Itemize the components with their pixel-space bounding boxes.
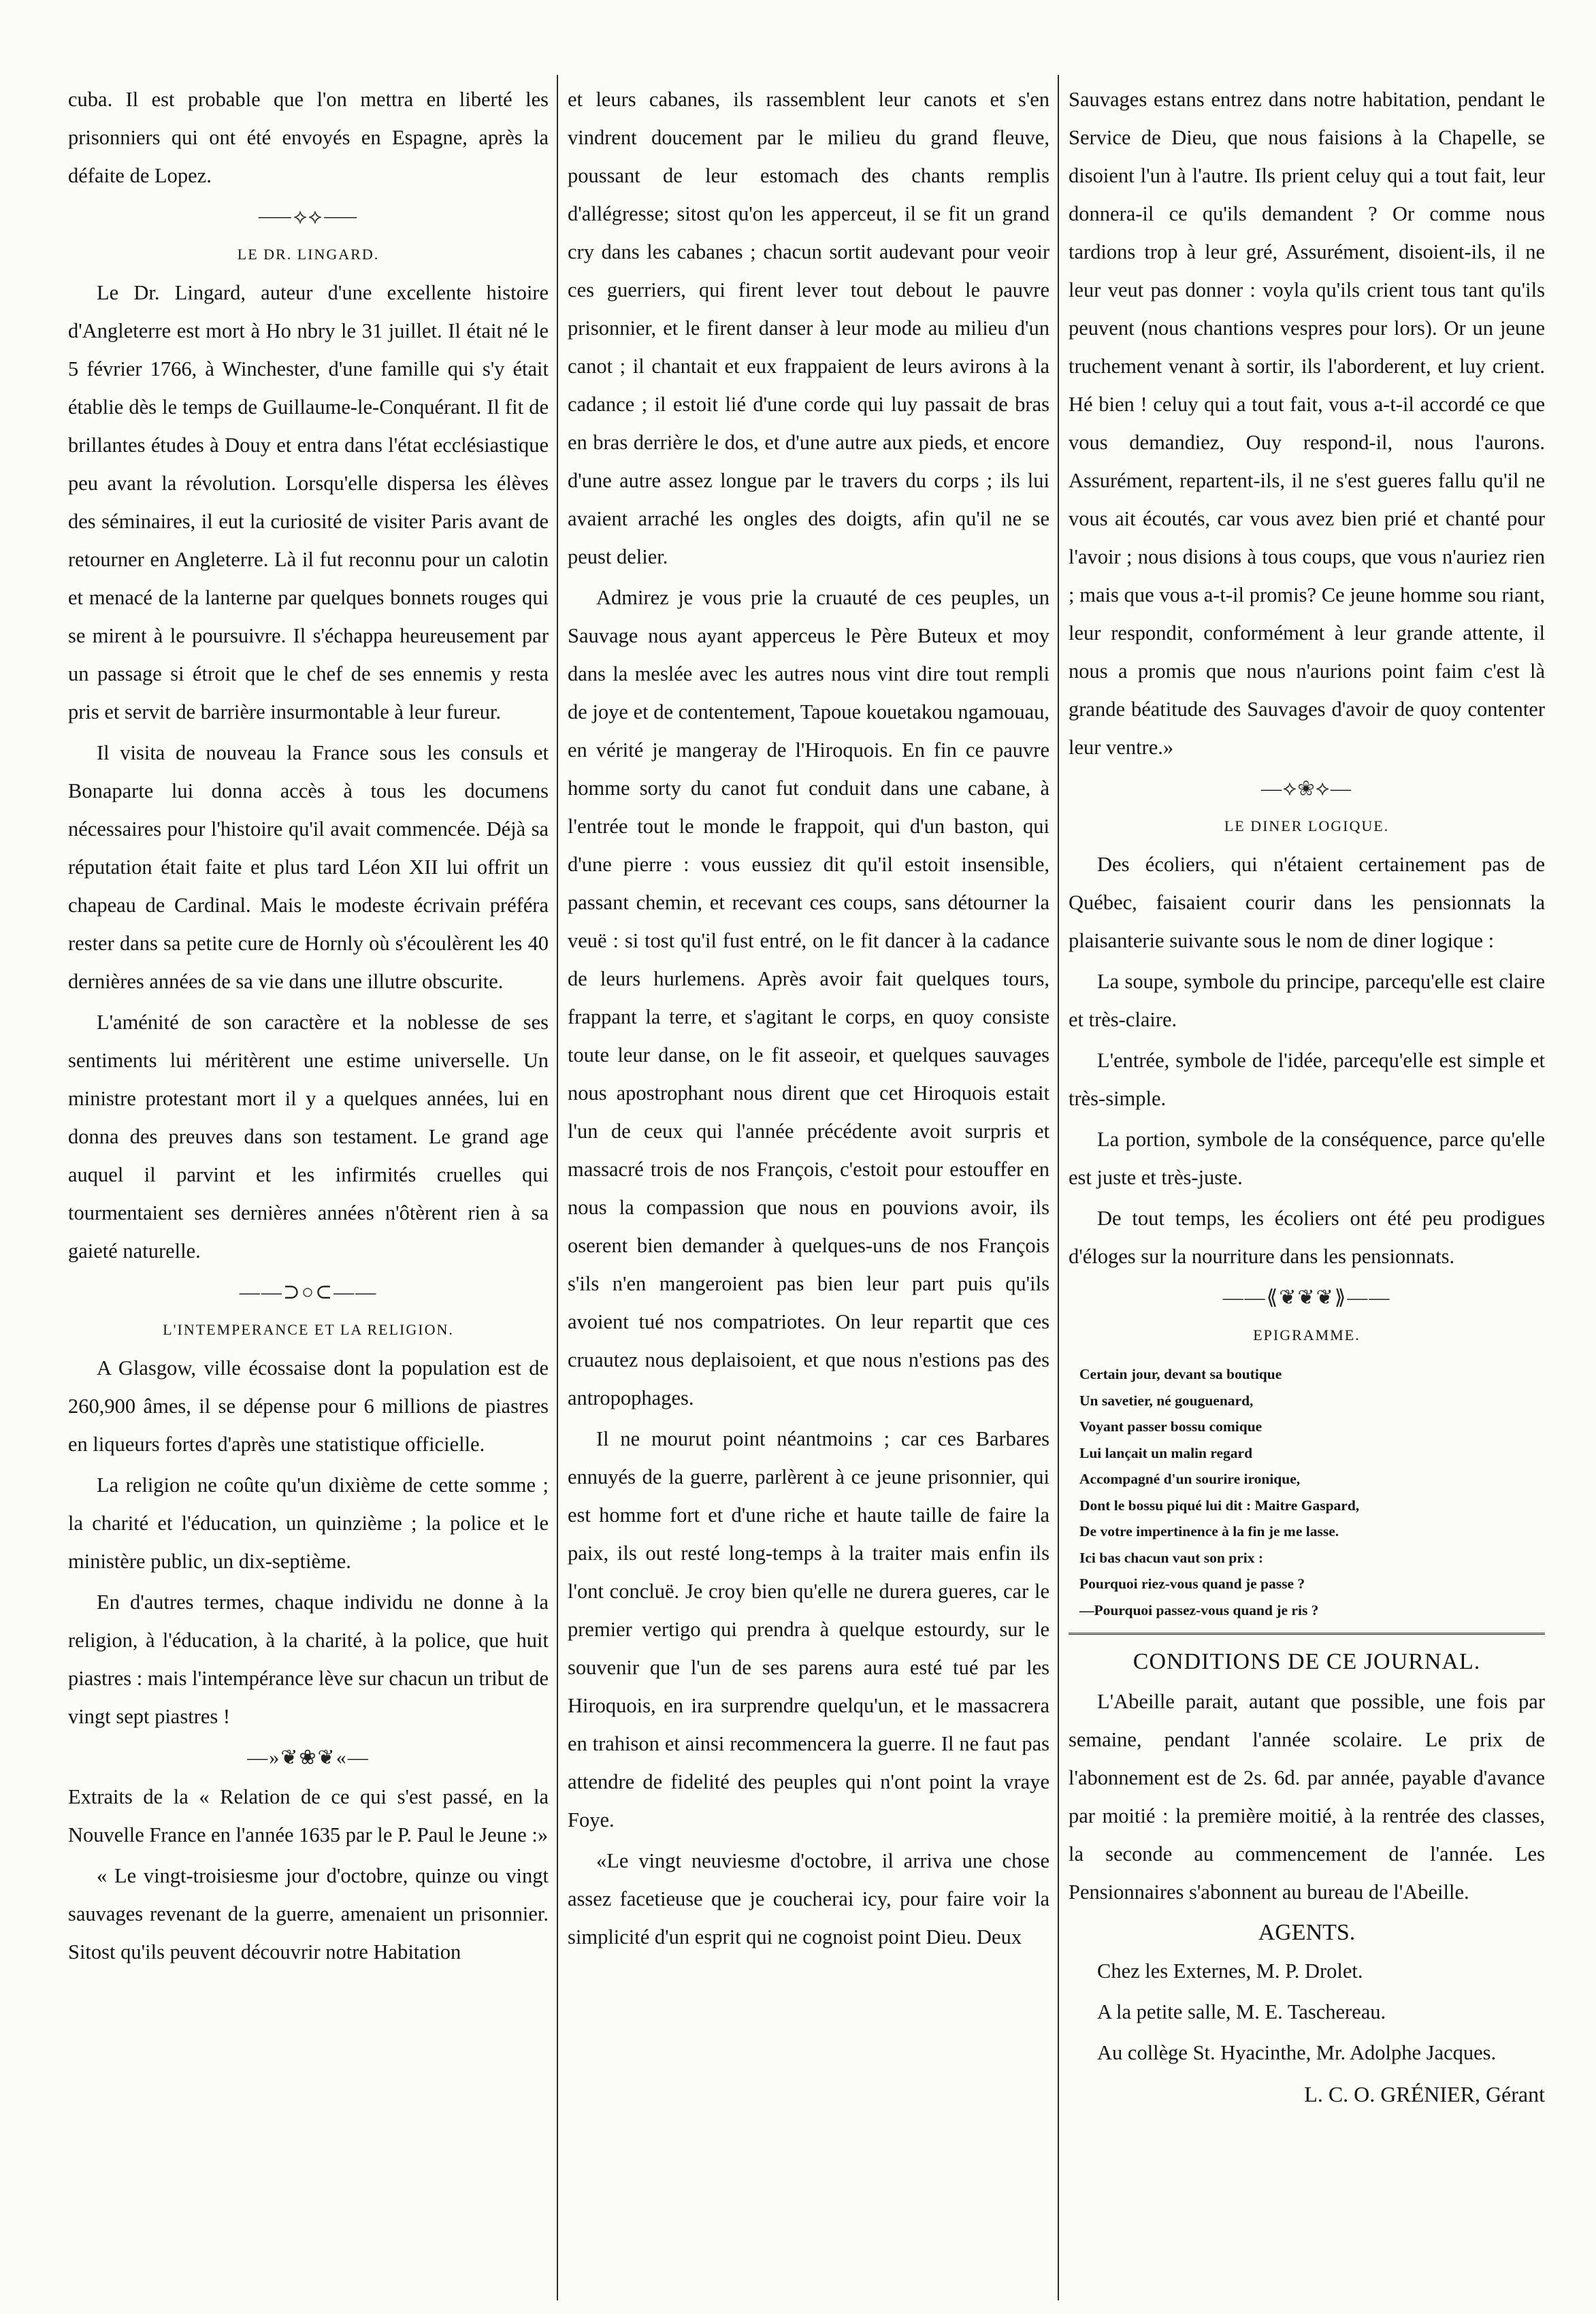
paragraph: La soupe, symbole du principe, parcequ'elle est claire et très-claire. — [1069, 970, 1545, 1031]
poem-line: —Pourquoi passez-vous quand je ris ? — [1079, 1601, 1319, 1618]
poem-line: Accompagné d'un sourire ironique, — [1079, 1471, 1301, 1487]
poem-line: Voyant passer bossu comique — [1079, 1418, 1263, 1435]
paragraph: L'entrée, symbole de l'idée, parcequ'elle est simple et très-simple. — [1069, 1049, 1545, 1110]
extraits-intro: Extraits de la « Relation de ce qui s'est passé, en la Nouvelle France en l'année 1635 par le P. Paul le Jeune :» — [68, 1785, 549, 1846]
heading-intemperance: L'INTEMPERANCE ET LA RELIGION. — [163, 1321, 454, 1338]
agent-line: Au collège St. Hyacinthe, Mr. Adolphe Jacques. — [1097, 2041, 1497, 2064]
paragraph: En d'autres termes, chaque individu ne donne à la religion, à l'éducation, à la charité, à la police, que huit piastres : mais l'intempérance lève sur chacun un tribut de vingt sept piastres ! — [68, 1591, 549, 1728]
paragraph: « Le vingt-troisiesme jour d'octobre, quinze ou vingt sauvages revenant de la guerre, amenaient un prisonnier. Sitost qu'ils peuvent découvrir notre Habitation — [68, 1864, 549, 1963]
paragraph: De tout temps, les écoliers ont été peu prodigues d'éloges sur la nourriture dans les pensionnats. — [1069, 1207, 1545, 1268]
ornament-divider: —»❦❀❦«— — [247, 1746, 370, 1769]
paragraph: Des écoliers, qui n'étaient certainement pas de Québec, faisaient courir dans les pensionnats la plaisanterie suivante sous le nom de diner logique : — [1069, 853, 1545, 952]
paragraph: Sauvages estans entrez dans notre habitation, pendant le Service de Dieu, que nous faisions à la Chapelle, se disoient l'un à l'autre. Ils prient celuy qui a tout fait, leur donnera-il ce qu'ils demandent ? Or comme nous tardions trop à leur gré, Assurément, disoient-ils, il ne leur veut pas donner : voyla qu'ils crient tous tant qu'ils peuvent (nous chantions vespres pour lors). Or un jeune truchement venant à sortir, ils l'aborderent, et luy crient. Hé bien ! celuy qui a tout fait, vous a-t-il accordé ce que vous demandiez, Ouy respond-il, nous l'aurons. Assurément, repartent-ils, il ne s'est gueres fallu qu'il ne vous ait écoutés, car vous avez bien prié et chanté pour l'avoir ; nous disions à tous coups, que vous n'auriez rien ; mais que vous a-t-il promis? Ce jeune homme sou riant, leur respondit, conformément à leur grande attente, il nous a promis que nous n'aurions point faim c'est là grande béatitude des Sauvages d'avoir de quoy contenter leur ventre.» — [1069, 88, 1545, 759]
ornament-divider: ⸺⟡⟡⸺ — [257, 206, 359, 228]
ornament-divider: ——⟪❦❦❦⟫—— — [1222, 1286, 1391, 1309]
paragraph: Il ne mourut point néantmoins ; car ces Barbares ennuyés de la guerre, parlèrent à ce jeune prisonnier, qui est homme fort et d'une riche et haute taille de faire la paix, ils out resté long-temps à la traiter mais enfin ils l'ont concluë. Je croy bien qu'elle ne durera gueres, car le premier vertigo qui prendra à quelque estourdy, sur le souvenir que l'un de ses parens aura esté tué par les Hiroquois, en ira surprendre quelqu'un, et le massacrera en trahison et ainsi recommencera la guerre. Il ne faut pas attendre de fidelité des peuples qui n'ont point la vraye Foye. — [568, 1427, 1049, 1831]
paragraph: La religion ne coûte qu'un dixième de cette somme ; la charité et l'éducation, un quinzième ; la police et le ministère public, un dix-septième. — [68, 1473, 549, 1573]
paragraph: La portion, symbole de la conséquence, parce qu'elle est juste et très-juste. — [1069, 1128, 1545, 1189]
agents-title: AGENTS. — [1258, 1920, 1356, 1945]
paragraph: Le Dr. Lingard, auteur d'une excellente histoire d'Angleterre est mort à Ho nbry le 31 juillet. Il était né le 5 février 1766, à Winchester, d'une famille qui s'y était établie dès le temps de Guillaume-le-Conquérant. Il fit de brillantes études à Douy et entra dans l'état ecclésiastique peu avant la révolution. Lorsqu'elle dispersa les élèves des séminaires, il eut la curiosité de visiter Paris avant de retourner en Angleterre. Là il fut reconnu pour un calotin et menacé de la lanterne par quelques bonnets rouges qui se mirent à le poursuivre. Il s'échappa heureusement par un passage si étroit que le chef de ses ennemis y resta pris et servit de barrière insurmontable à leur fureur. — [68, 281, 549, 723]
column-right — [1069, 80, 1545, 2114]
heading-epigramme: EPIGRAMME. — [1253, 1326, 1361, 1343]
poem-line: Pourquoi riez-vous quand je passe ? — [1079, 1576, 1305, 1592]
column-left — [68, 80, 549, 1974]
poem-line: Dont le bossu piqué lui dit : Maitre Gaspard, — [1079, 1497, 1360, 1514]
conditions-title: CONDITIONS DE CE JOURNAL. — [1069, 1633, 1545, 1682]
paragraph: Admirez je vous prie la cruauté de ces peuples, un Sauvage nous ayant apperceus le Père Buteux et moy dans la meslée avec les autres nous vint dire tout rempli de joye et de contentement, Tapoue kouetakou ngamouau, en vérité je mangeray de l'Hiroquois. En fin ce pauvre homme sorty du canot fut conduit dans une cabane, à l'entrée tout le monde le frappoit, qui d'un baston, qui d'une pierre : vous eussiez dit qu'il estoit insensible, passant chemin, et recevant ces coups, sans détourner la veuë : si tost qu'il fust entré, on le fit dancer à la cadance de leurs hurlemens. Après avoir fait quelques tours, frappant la terre, et s'agitant le corps, en quoy consiste toute leur danse, on le fit asseoir, et quelques sauvages nous apostrophant nous dirent que cet Hiroquois estait l'un de ceux qui l'année précédente avoit surpris et massacré trois de nos François, c'estoit pour estouffer en nous la compassion que nous en pouvions avoir, ils oserent bien demander à quelques-uns de nos François s'ils n'en mangeroient pas bien leur part puis qu'ils avoient tué nos compatriotes. On leur repartit que ces cruautez nous deplaisoient, et que nous n'estions pas des antropophages. — [568, 586, 1049, 1409]
heading-lingard: LE DR. LINGARD. — [237, 246, 380, 263]
paragraph: Il visita de nouveau la France sous les consuls et Bonaparte lui donna accès à tous les documens nécessaires pour l'histoire qu'il avait commencée. Déjà sa réputation était faite et plus tard Léon XII lui offrit un chapeau de Cardinal. Mais le modeste écrivain préféra rester dans sa petite cure de Hornly où s'écoulèrent les 40 dernières années de sa vie dans une illutre obscurite. — [68, 741, 549, 993]
poem-line: Certain jour, devant sa boutique — [1079, 1366, 1282, 1382]
paragraph: L'aménité de son caractère et la noblesse de ses sentiments lui méritèrent une estime universelle. Un ministre protestant mort il y a quelques années, lui en donna des preuves dans son testament. Le grand age auquel il parvint et les infirmités cruelles qui tourmentaient ses dernières années n'ôtèrent rien à sa gaieté naturelle. — [68, 1011, 549, 1262]
paragraph: «Le vingt neuviesme d'octobre, il arriva une chose assez facetieuse que je coucherai icy, pour faire voir la simplicité d'un esprit qui ne cognoist point Dieu. Deux — [568, 1849, 1049, 1949]
column-rule — [557, 75, 558, 2300]
column-rule — [1058, 75, 1059, 2300]
ornament-divider: —⟡❀⟡— — [1260, 777, 1353, 800]
signature: L. C. O. GRÉNIER, Gérant — [1304, 2082, 1545, 2106]
poem-line: De votre impertinence à la fin je me lasse. — [1079, 1523, 1339, 1539]
poem-line: Lui lançait un malin regard — [1079, 1444, 1253, 1461]
conditions-text: L'Abeille parait, autant que possible, une fois par semaine, pendant l'année scolaire. Le prix de l'abonnement est de 2s. 6d. par année, payable d'avance par moitié : la première moitié, à la rentrée des classes, la seconde au commencement de l'année. Les Pensionnaires s'abonnent au bureau de l'Abeille. — [1069, 1690, 1545, 1904]
poem-line: Ici bas chacun vaut son prix : — [1079, 1549, 1263, 1566]
ornament-divider: ——⊃○⊂—— — [239, 1281, 378, 1303]
poem-line: Un savetier, né gouguenard, — [1079, 1392, 1254, 1409]
paragraph: A Glasgow, ville écossaise dont la population est de 260,900 âmes, il se dépense pour 6 millions de piastres en liqueurs fortes d'après une statistique officielle. — [68, 1356, 549, 1456]
agent-line: A la petite salle, M. E. Taschereau. — [1097, 2000, 1386, 2023]
epigram-poem — [1079, 1361, 1545, 1623]
heading-diner-logique: LE DINER LOGIQUE. — [1224, 817, 1390, 834]
agent-line: Chez les Externes, M. P. Drolet. — [1097, 1959, 1363, 1983]
paragraph: et leurs cabanes, ils rassemblent leur canots et s'en vindrent doucement par le milieu du grand fleuve, poussant de leur estomach des chants remplis d'allégresse; sitost qu'on les apperceut, il se fit un grand cry dans les cabanes ; chacun sortit audevant pour veoir ces guerriers, qui firent lever tout debout le pauvre prisonnier, et le firent danser à leur mode au milieu d'un canot ; il chantait et eux frappaient de leurs avirons à la cadance ; il estoit lié d'une corde qui luy passait de bras en bras derrière le dos, et d'une autre aux pieds, et encore d'une autre assez longue par le travers du corps ; ils lui avaient arraché les ongles des doigts, afin qu'il ne se peust delier. — [568, 88, 1049, 568]
column-middle — [568, 80, 1049, 1959]
article-cuba-end: cuba. Il est probable que l'on mettra en liberté les prisonniers qui ont été envoyés en Espagne, après la défaite de Lopez. — [68, 88, 549, 187]
